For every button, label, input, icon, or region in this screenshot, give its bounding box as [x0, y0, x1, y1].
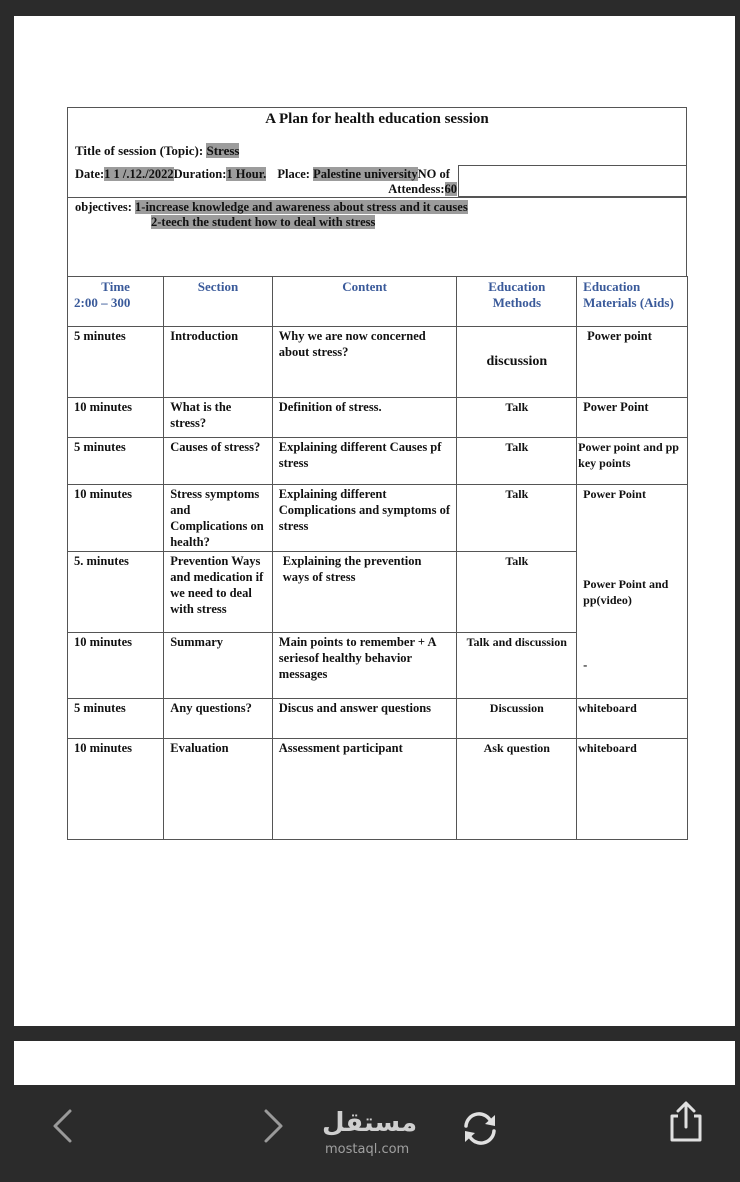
cell-section: Introduction [164, 327, 273, 398]
share-button[interactable] [666, 1100, 706, 1149]
topic-line [68, 141, 686, 161]
cell-content: Explaining different Complications and symptoms of stress [272, 485, 457, 552]
session-plan-document [67, 107, 687, 840]
cell-time: 5 minutes [68, 699, 164, 739]
header-content: Content [272, 277, 457, 327]
objectives-label: objectives: [75, 200, 136, 214]
session-table [67, 276, 688, 840]
table-header-row [68, 277, 688, 327]
topic-label: Title of session (Topic): [75, 143, 207, 158]
cell-method: Discussion [457, 699, 577, 739]
cell-aids: Power point [577, 327, 688, 398]
cell-aids: whiteboard [577, 699, 688, 739]
next-page-strip [14, 1041, 735, 1085]
table-row [68, 438, 688, 485]
objectives-block [68, 197, 686, 276]
cell-method: Talk [457, 485, 577, 552]
chevron-right-icon [260, 1108, 286, 1144]
attendees-label-1: NO of [417, 167, 450, 181]
header-section: Section [164, 277, 273, 327]
cell-content: Explaining different Causes pf stress [272, 438, 457, 485]
cell-content: Discus and answer questions [272, 699, 457, 739]
place-label: Place: [277, 167, 314, 181]
attendees-value: 60 [444, 182, 457, 196]
cell-content: Why we are now concerned about stress? [272, 327, 457, 398]
place-value: Palestine university [313, 167, 418, 181]
next-button[interactable] [260, 1108, 286, 1149]
cell-section: Summary [164, 633, 273, 699]
mostaql-logo-latin: mostaql.com [325, 1142, 410, 1157]
cell-time: 5 minutes [68, 438, 164, 485]
table-row [68, 485, 688, 552]
top-bar [0, 0, 740, 14]
duration-label: Duration: [173, 167, 227, 181]
header-time [68, 277, 164, 327]
table-row [68, 633, 688, 699]
cell-section: Stress symptoms and Complications on health? [164, 485, 273, 552]
cell-section: Evaluation [164, 739, 273, 840]
cell-method: Ask question [457, 739, 577, 840]
cell-time: 10 minutes [68, 398, 164, 438]
cell-method: Talk [457, 438, 577, 485]
objective-1: 1-increase knowledge and awareness about stress and it causes [135, 200, 468, 214]
refresh-button[interactable] [458, 1110, 502, 1151]
share-icon [666, 1100, 706, 1144]
cell-time: 10 minutes [68, 633, 164, 699]
cell-method: Talk [457, 552, 577, 633]
cell-aids: whiteboard [577, 739, 688, 840]
cell-content: Main points to remember + A seriesof healthy behavior messages [272, 633, 457, 699]
table-row [68, 699, 688, 739]
cell-method: discussion [457, 327, 577, 398]
cell-method: Talk and discussion [457, 633, 577, 699]
document-header [67, 107, 687, 276]
mostaql-logo-arabic: مستقل [322, 1108, 418, 1138]
refresh-icon [458, 1110, 502, 1146]
header-materials: Education Materials (Aids) [577, 277, 688, 327]
table-row [68, 739, 688, 840]
cell-section: Causes of stress? [164, 438, 273, 485]
cell-aids: Power Point [577, 485, 688, 552]
cell-aids: Power point and pp key points [577, 438, 688, 485]
cell-time: 5 minutes [68, 327, 164, 398]
cell-method: Talk [457, 398, 577, 438]
cell-time: 5. minutes [68, 552, 164, 633]
cell-aids: Power Point and pp(video) [577, 552, 688, 633]
cell-time: 10 minutes [68, 739, 164, 840]
header-time-range: 2:00 – 300 [74, 295, 131, 310]
previous-button[interactable] [50, 1108, 76, 1149]
document-title: A Plan for health education session [265, 111, 489, 127]
cell-section: Any questions? [164, 699, 273, 739]
objective-2: 2-teech the student how to deal with stress [151, 215, 376, 229]
table-row [68, 327, 688, 398]
cell-time: 10 minutes [68, 485, 164, 552]
table-row [68, 552, 688, 633]
date-value: 1 1 /.12./2022 [104, 167, 174, 181]
cell-aids: - [577, 633, 688, 699]
topic-value: Stress [206, 143, 240, 158]
cell-section: Prevention Ways and medication if we need to deal with stress [164, 552, 273, 633]
date-label: Date: [75, 167, 105, 181]
chevron-left-icon [50, 1108, 76, 1144]
duration-value: 1 Hour. [226, 167, 267, 181]
attendees-label-2: Attendess: [388, 182, 445, 196]
table-row [68, 398, 688, 438]
cell-content: Assessment participant [272, 739, 457, 840]
date-row [68, 165, 686, 197]
cell-content: Explaining the prevention ways of stress [272, 552, 457, 633]
date-place [68, 165, 456, 197]
cell-section: What is the stress? [164, 398, 273, 438]
header-methods: Education Methods [457, 277, 577, 327]
cell-content: Definition of stress. [272, 398, 457, 438]
date-row-empty-cell [458, 165, 686, 197]
header-time-label: Time [101, 279, 130, 294]
cell-aids: Power Point [577, 398, 688, 438]
